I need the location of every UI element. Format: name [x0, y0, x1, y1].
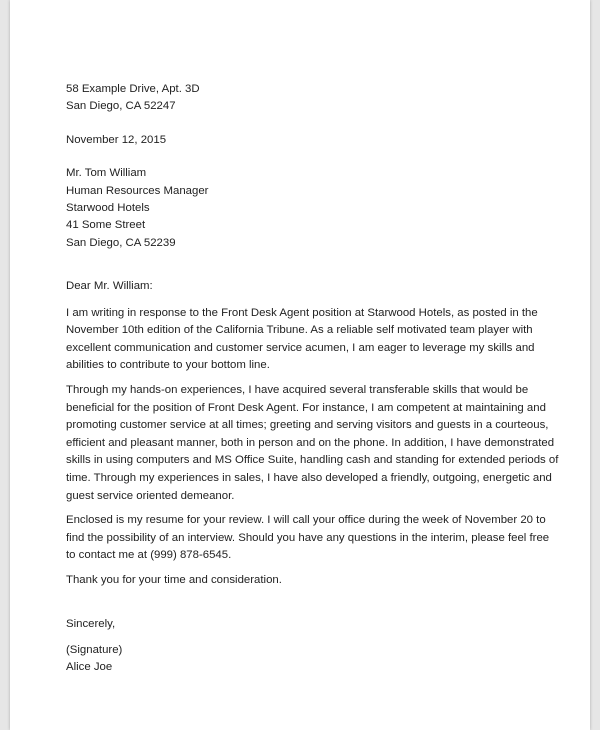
recipient-street: 41 Some Street [66, 219, 146, 232]
recipient-block [66, 165, 560, 252]
signer-name: Alice Joe [66, 661, 113, 674]
sender-address-line2: San Diego, CA 52247 [66, 100, 176, 113]
body-paragraph-2: Through my hands-on experiences, I have acquired several transferable skills that would be beneficial for the position of Front Desk Agent. For instance, I am competent at maintaining and promoting customer service at all times; greeting and serving visitors and guests in a courteous, efficient and pleasant manner, both in person and on the phone. In addition, I have demonstrated skills in using computers and MS Office Suite, handling cash and standing for extended periods of time. Through my experiences in sales, I have also developed a friendly, outgoing, energetic and guest service oriented demeanor. [66, 384, 559, 502]
recipient-title: Human Resources Manager [66, 184, 209, 197]
body-paragraph-4: Thank you for your time and consideration. [66, 573, 282, 586]
recipient-company: Starwood Hotels [66, 202, 150, 215]
body-paragraph-1: I am writing in response to the Front Desk Agent position at Starwood Hotels, as posted in the November 10th edition of the California Tribune. As a reliable self motivated team player with excellent communication and customer service acumen, I am eager to leverage my skills and abilities to contribute to your bottom line. [66, 306, 538, 372]
closing: Sincerely, [66, 617, 116, 630]
letter-page [10, 0, 590, 730]
recipient-city: San Diego, CA 52239 [66, 236, 176, 249]
salutation: Dear Mr. William: [66, 280, 153, 293]
sender-address-line1: 58 Example Drive, Apt. 3D [66, 83, 200, 95]
recipient-name: Mr. Tom William [66, 167, 147, 180]
sender-address [66, 81, 560, 116]
signature-placeholder: (Signature) [66, 643, 123, 656]
body-paragraph-3: Enclosed is my resume for your review. I will call your office during the week of November 20 to find the possibility of an interview. Should you have any questions in the interim, please feel free to contact me at (999) 878-6545. [66, 514, 550, 562]
letter-date: November 12, 2015 [66, 133, 167, 146]
cover-letter [66, 81, 560, 677]
